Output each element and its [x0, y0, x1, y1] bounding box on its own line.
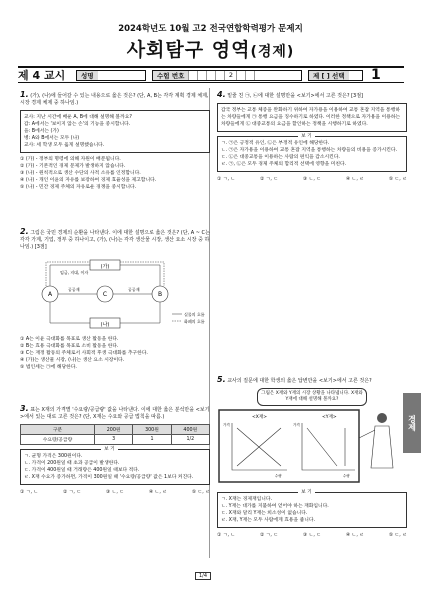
graph-title-x: <X재>: [252, 415, 267, 420]
q3-choice[interactable]: ① ㄱ, ㄴ: [20, 490, 39, 495]
q5-choice[interactable]: ④ ㄴ, ㄹ: [345, 533, 365, 538]
diagram-node-b: B: [157, 291, 163, 298]
q1-option[interactable]: ② (가) - 기본적인 경제 문제가 발생하지 않습니다.: [20, 164, 126, 169]
q4-choice[interactable]: ④ ㄴ, ㄹ: [345, 177, 365, 182]
diagram-label: 임금, 지대, 이자: [60, 270, 89, 275]
question-2: 2. 그림은 국민 경제의 순환을 나타낸다. 이에 대한 설명으로 옳은 것은? (단, A ~ C는 각각 가계, 기업, 정부 중 하나이고, (가), (나)는 각각 생산물 시장, 생산 요소 시장 중 하나임.) [3점] (가) (나) A C B 임금, 지대, 이자 공공재 공공재 실물의 흐름 화폐의 흐름 ① A는 이윤 극대화를 목표로 생산 활동을 한다. ② B는 효용 극대화를 목표로 소비 활동을 한다. ③ C는 재정 활동의 주체로서 사회적 후생 극대화를 추구한다. ④ (가)는 생산물 시장, (나)는 생산 요소 시장이다. ⑤ 법인세는 ㉠에 해당한다.: [20, 227, 210, 370]
q2-option[interactable]: ④ (가)는 생산물 시장, (나)는 생산 요소 시장이다.: [20, 358, 125, 363]
q3-choice[interactable]: ④ ㄴ, ㄹ: [148, 490, 168, 495]
q3-bogi-box: 보 기 ㄱ. 균형 가격은 300원이다. ㄴ. 가격이 200원일 때 초과 공급이 발생한다. ㄷ. 가격이 400원일 때 거래량은 400원일 때보다 적다. ㄹ. X재 수요가 증가하면, 가격이 300원일 때 '수요량/공급량' 값은 1보다 커진다.: [20, 449, 210, 485]
q1-option[interactable]: ④ (나) - 개인 이윤의 자유를 보장하여 경제 효율성을 제고합니다.: [20, 178, 157, 183]
q4-passage-box: 갑국 정부는 교통 체증을 완화하기 위하여 자가용을 이용하여 교통 혼잡 지역을 통행하는 차량들에게 ㉠ 통행 요금을 징수하기로 하였다. 이러한 정책으로 자가용을 이용하는 차량들에게 ㉡ 대중교통의 요금을 할인하는 정책을 시행하기로 하였다.: [217, 103, 407, 132]
diagram-market-bottom: (나): [100, 322, 110, 328]
q5-choice[interactable]: ③ ㄴ, ㄷ: [302, 533, 322, 538]
q3-choice[interactable]: ② ㄱ, ㄷ: [62, 490, 82, 495]
q3-table: 구분 200원 300원 400원 수요량/공급량 3 1 1/2: [20, 424, 210, 445]
q5-choices: [217, 531, 407, 538]
page-number: 1: [371, 67, 381, 83]
q1-option[interactable]: ⑤ (나) - 민간 경제 주체의 자유로운 경쟁을 중시합니다.: [20, 185, 137, 190]
page-title: 사회탐구 영역(경제): [126, 39, 295, 61]
q4-choice[interactable]: ② ㄱ, ㄷ: [259, 177, 279, 182]
q2-option[interactable]: ① A는 이윤 극대화를 목표로 생산 활동을 한다.: [20, 337, 119, 342]
graph-title-y: <Y재>: [322, 415, 337, 420]
q4-choices: [217, 175, 407, 182]
q4-choice[interactable]: ⑤ ㄷ, ㄹ: [388, 177, 407, 182]
session-label: 제 4 교시: [18, 69, 66, 82]
q5-choice[interactable]: ① ㄱ, ㄴ: [217, 533, 236, 538]
axis-label: 가격: [223, 423, 230, 427]
teacher-figure: [359, 413, 393, 468]
circular-flow-diagram: [20, 254, 210, 336]
question-3: 3. 표는 X재의 가격별 '수요량/공급량' 값을 나타낸다. 이에 대한 옳은 분석만을 <보기>에서 있는 대로 고른 것은? (단, X재는 수요와 공급 법칙을 따름.) 구분 200원 300원 400원 수요량/공급량 3 1 1/2 보 기 ㄱ. 균형 가격은 300원이다. ㄴ. 가격이 200원일 때 초과 공급이 발생한다. ㄷ. 가격이 400원일 때 거래량은 400원일 때보다 적다. ㄹ. X재 수요가 증가하면, 가격이 300원일 때 '수요량/공급량' 값은 1보다 커진다. ① ㄱ, ㄴ ② ㄱ, ㄷ ③ ㄴ, ㄷ ④ ㄴ, ㄹ ⑤ ㄷ, ㄹ: [20, 404, 210, 495]
q3-choice[interactable]: ③ ㄴ, ㄷ: [105, 490, 125, 495]
exam-subtitle: 2024학년도 10월 고2 전국연합학력평가 문제지: [118, 24, 303, 34]
q4-bogi-box: 보 기 ㄱ. ㉠은 긍정적 유인, ㉡은 부정적 유인에 해당한다. ㄴ. ㉠은 자가용을 이용하여 교통 혼잡 지역을 통행하는 차량들의 비용을 증가시킨다. ㄷ. ㉡은 대중교통을 이용하는 사람의 편익을 감소시킨다. ㄹ. ㉠, ㉡은 모두 경제 주체의 합리적 선택에 영향을 미친다.: [217, 136, 407, 172]
diagram-label: 공공재: [68, 287, 80, 292]
q5-bogi-box: 보 기 ㄱ. X재는 경제재입니다. ㄴ. Y재는 대가를 지불하여 얻어야 하는 재화입니다. ㄷ. X재와 달리 Y재는 희소성이 없습니다. ㄹ. X재, Y재는 모두 사람에게 효용을 줍니다.: [217, 492, 407, 528]
q3-choices: [20, 488, 210, 495]
q2-option[interactable]: ② B는 효용 극대화를 목표로 소비 활동을 한다.: [20, 344, 119, 349]
subject-side-tab: 경제: [403, 393, 421, 453]
q1-dialogue-box: 교사: 지난 시간에 배운 A, B에 대해 설명해 볼까요? 갑: A에서는 '보이지 않는 손'의 기능을 중시합니다. 을: B에서는 (가) 병: A와 B에서는 모두 (나) 교사: 세 학생 모두 옳게 설명했습니다.: [20, 110, 210, 153]
axis-label: 가격: [293, 423, 300, 427]
selection-box: 제 [ ] 선택: [308, 70, 363, 81]
q5-board: [217, 408, 407, 488]
question-1: 1. (가), (나)에 들어갈 수 있는 내용으로 옳은 것은? (단, A, B는 각각 계획 경제 체제, 시장 경제 체제 중 하나임.) 교사: 지난 시간에 배운 A, B에 대해 설명해 볼까요? 갑: A에서는 '보이지 않는 손'의 기능을 중시합니다. 을: B에서는 (가) 병: A와 B에서는 모두 (나) 교사: 세 학생 모두 옳게 설명했습니다. ① (가) - 정부의 명령에 의해 자원이 배분됩니다. ② (가) - 기본적인 경제 문제가 발생하지 않습니다. ③ (나) - 원칙적으로 생산 수단의 사적 소유를 인정합니다. ④ (나) - 개인 이윤의 자유를 보장하여 경제 효율성을 제고합니다. ⑤ (나) - 민간 경제 주체의 자유로운 경쟁을 중시합니다.: [20, 90, 209, 190]
legend-real: 실물의 흐름: [184, 312, 205, 317]
header-row: [18, 66, 404, 83]
question-5: 5. 교사의 질문에 대한 학생의 옳은 답변만을 <보기>에서 고른 것은? 그림은 X재와 Y재의 시장 상황을 나타냅니다. X재와 Y재에 대해 설명해 볼까요? <X재> <Y재> 가격 가격 수량 수량 보 기 ㄱ. X재는 경제재입니다. ㄴ. Y재는 대가를 지불하여 얻어야 하는 재화입니다. ㄷ. X재와 달리 Y재는 희소성이 없습니다. ㄹ. X재, Y재는 모두 사람에게 효용을 줍니다. ① ㄱ, ㄴ ② ㄱ, ㄷ ③ ㄴ, ㄷ ④ ㄴ, ㄹ ⑤ ㄷ, ㄹ: [217, 375, 407, 538]
diagram-node-a: A: [47, 291, 53, 298]
axis-label: 수량: [275, 474, 282, 478]
q4-choice[interactable]: ① ㄱ, ㄴ: [217, 177, 236, 182]
exam-number-box: 수험 번호 2: [152, 70, 302, 81]
diagram-label: 공공재: [128, 287, 140, 292]
q3-choice[interactable]: ⑤ ㄷ, ㄹ: [191, 490, 210, 495]
q2-option[interactable]: ③ C는 재정 활동의 주체로서 사회적 후생 극대화를 추구한다.: [20, 351, 148, 356]
legend-money: 화폐의 흐름: [184, 319, 205, 324]
diagram-market-top: (가): [100, 264, 110, 270]
q1-option[interactable]: ① (가) - 정부의 명령에 의해 자원이 배분됩니다.: [20, 157, 121, 162]
page-footer: 1/4: [195, 572, 211, 580]
question-4: 4. 밑줄 친 ㉠, ㉡에 대한 설명만을 <보기>에서 고른 것은? [3점] 갑국 정부는 교통 체증을 완화하기 위하여 자가용을 이용하여 교통 혼잡 지역을 통행하는 차량들에게 ㉠ 통행 요금을 징수하기로 하였다. 이러한 정책으로 자가용을 이용하는 차량들에게 ㉡ 대중교통의 요금을 할인하는 정책을 시행하기로 하였다. 보 기 ㄱ. ㉠은 긍정적 유인, ㉡은 부정적 유인에 해당한다. ㄴ. ㉠은 자가용을 이용하여 교통 혼잡 지역을 통행하는 차량들의 비용을 증가시킨다. ㄷ. ㉡은 대중교통을 이용하는 사람의 편익을 감소시킨다. ㄹ. ㉠, ㉡은 모두 경제 주체의 합리적 선택에 영향을 미친다. ① ㄱ, ㄴ ② ㄱ, ㄷ ③ ㄴ, ㄷ ④ ㄴ, ㄹ ⑤ ㄷ, ㄹ: [217, 90, 407, 182]
name-box: 성명: [76, 70, 146, 81]
q5-choice[interactable]: ⑤ ㄷ, ㄹ: [388, 533, 407, 538]
q4-choice[interactable]: ③ ㄴ, ㄷ: [302, 177, 322, 182]
q2-option[interactable]: ⑤ 법인세는 ㉠에 해당한다.: [20, 365, 77, 370]
diagram-node-c: C: [102, 291, 108, 298]
q1-option[interactable]: ③ (나) - 원칙적으로 생산 수단의 사적 소유를 인정합니다.: [20, 171, 141, 176]
speech-bubble: 그림은 X재와 Y재의 시장 상황을 나타냅니다. X재와 Y재에 대해 설명해 볼까요?: [257, 388, 367, 406]
q5-classroom-figure: [217, 388, 407, 488]
q5-choice[interactable]: ② ㄱ, ㄷ: [259, 533, 279, 538]
axis-label: 수량: [343, 474, 350, 478]
